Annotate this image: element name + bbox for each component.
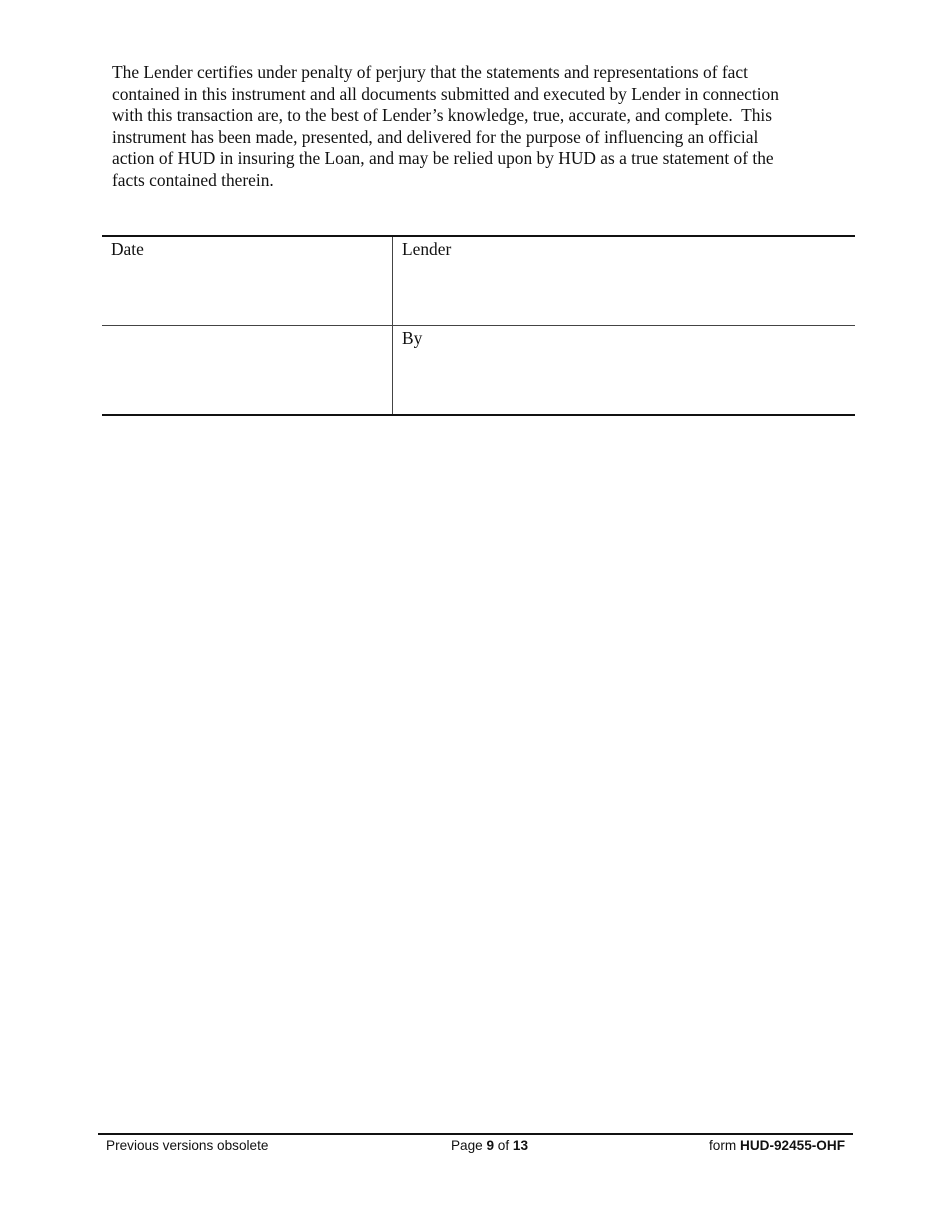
lender-label: Lender (402, 239, 452, 259)
date-field[interactable] (102, 236, 393, 326)
empty-cell (102, 326, 393, 416)
by-signature-field[interactable] (393, 326, 856, 416)
date-label: Date (111, 239, 144, 259)
page-current: 9 (486, 1138, 495, 1153)
certification-paragraph (112, 62, 852, 192)
form-number: HUD-92455-OHF (740, 1138, 845, 1153)
certification-line: with this transaction are, to the best of Lender’s knowledge, true, accurate, and complete. This (112, 105, 772, 126)
certification-line: action of HUD in insuring the Loan, and may be relied upon by HUD as a true statement of the (112, 148, 774, 169)
lender-field[interactable] (393, 236, 856, 326)
page-of: of (494, 1138, 513, 1153)
signature-row-lender (102, 236, 855, 326)
signature-table (102, 235, 855, 416)
signature-row-by (102, 326, 855, 416)
page-total: 13 (512, 1138, 529, 1153)
by-label: By (402, 328, 423, 348)
form-prefix: form (709, 1138, 740, 1153)
certification-line: The Lender certifies under penalty of perjury that the statements and representations of fact (112, 62, 748, 82)
page-footer (98, 1133, 853, 1157)
page-prefix: Page (450, 1138, 487, 1153)
certification-line: facts contained therein. (112, 169, 274, 190)
footer-form-number (709, 1138, 845, 1153)
certification-line: instrument has been made, presented, and delivered for the purpose of influencing an official (112, 126, 759, 147)
footer-obsolete-note: Previous versions obsolete (106, 1138, 269, 1153)
certification-line: contained in this instrument and all documents submitted and executed by Lender in connection (112, 83, 779, 104)
